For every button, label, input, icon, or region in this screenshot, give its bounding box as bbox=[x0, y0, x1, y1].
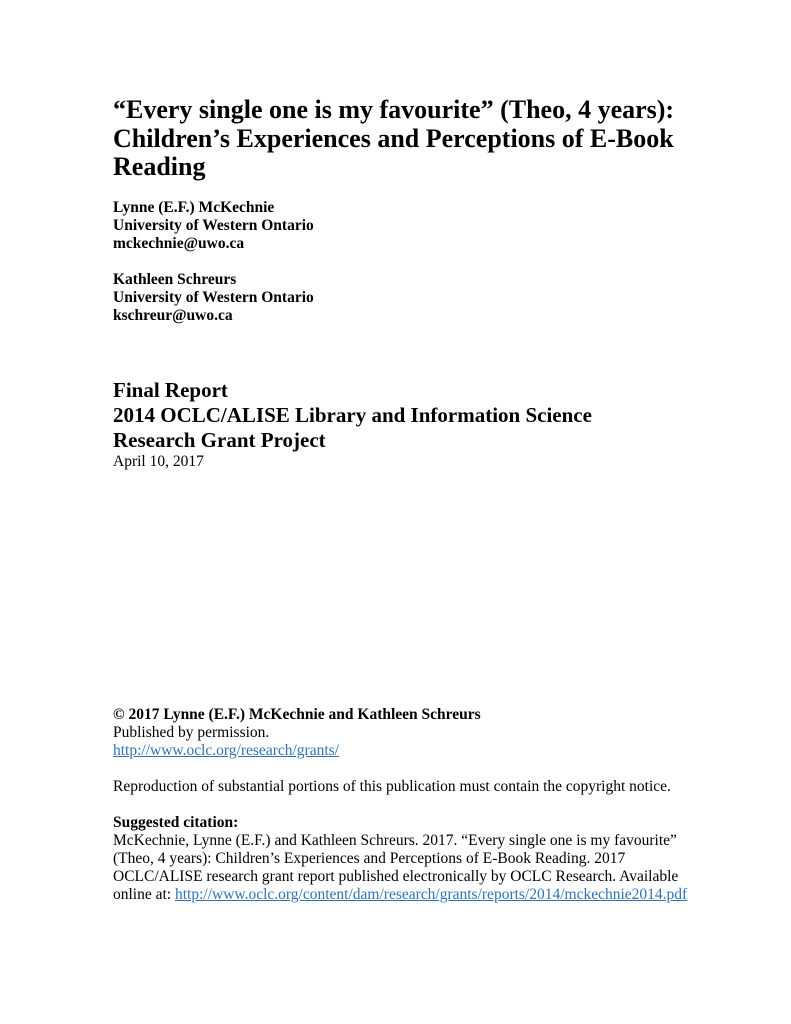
author-name: Lynne (E.F.) McKechnie bbox=[113, 199, 275, 216]
author-block bbox=[113, 271, 314, 325]
report-heading-line: 2014 OCLC/ALISE Library and Information Science bbox=[113, 403, 592, 427]
report-heading bbox=[113, 378, 592, 453]
blank-line bbox=[113, 796, 687, 814]
citation-line4-prefix: online at: bbox=[113, 886, 175, 903]
author-name: Kathleen Schreurs bbox=[113, 271, 237, 288]
citation-line: OCLC/ALISE research grant report published electronically by OCLC Research. Available bbox=[113, 868, 679, 885]
report-date: April 10, 2017 bbox=[113, 453, 204, 470]
copyright-and-citation-section bbox=[113, 706, 687, 904]
report-title-line: Children’s Experiences and Perceptions of E-Book bbox=[113, 123, 674, 153]
blank-line bbox=[113, 760, 687, 778]
suggested-citation-heading: Suggested citation: bbox=[113, 814, 239, 831]
grants-link-line bbox=[113, 742, 687, 760]
report-pdf-link[interactable]: http://www.oclc.org/content/dam/research/grants/reports/2014/mckechnie2014.pdf bbox=[175, 886, 688, 903]
copyright-permission-line: Published by permission. bbox=[113, 724, 270, 741]
author-email: mckechnie@uwo.ca bbox=[113, 235, 245, 252]
copyright-owner-line: © 2017 Lynne (E.F.) McKechnie and Kathleen Schreurs bbox=[113, 706, 481, 723]
author-affiliation: University of Western Ontario bbox=[113, 217, 314, 234]
report-title-line: “Every single one is my favourite” (Theo, 4 years): bbox=[113, 95, 675, 124]
authors-section bbox=[113, 199, 314, 325]
report-heading-section bbox=[113, 378, 592, 471]
report-title-line: Reading bbox=[113, 152, 206, 181]
author-affiliation: University of Western Ontario bbox=[113, 289, 314, 306]
author-block bbox=[113, 199, 314, 253]
reproduction-notice: Reproduction of substantial portions of this publication must contain the copyright notice. bbox=[113, 778, 671, 795]
citation-line: (Theo, 4 years): Children’s Experiences and Perceptions of E-Book Reading. 2017 bbox=[113, 850, 626, 867]
report-title bbox=[113, 96, 674, 182]
citation-line bbox=[113, 886, 687, 904]
author-email: kschreur@uwo.ca bbox=[113, 307, 233, 324]
oclc-research-grants-link[interactable]: http://www.oclc.org/research/grants/ bbox=[113, 742, 339, 759]
report-heading-line: Final Report bbox=[113, 378, 228, 402]
report-heading-line: Research Grant Project bbox=[113, 428, 326, 452]
citation-line: McKechnie, Lynne (E.F.) and Kathleen Schreurs. 2017. “Every single one is my favourite” bbox=[113, 832, 677, 849]
